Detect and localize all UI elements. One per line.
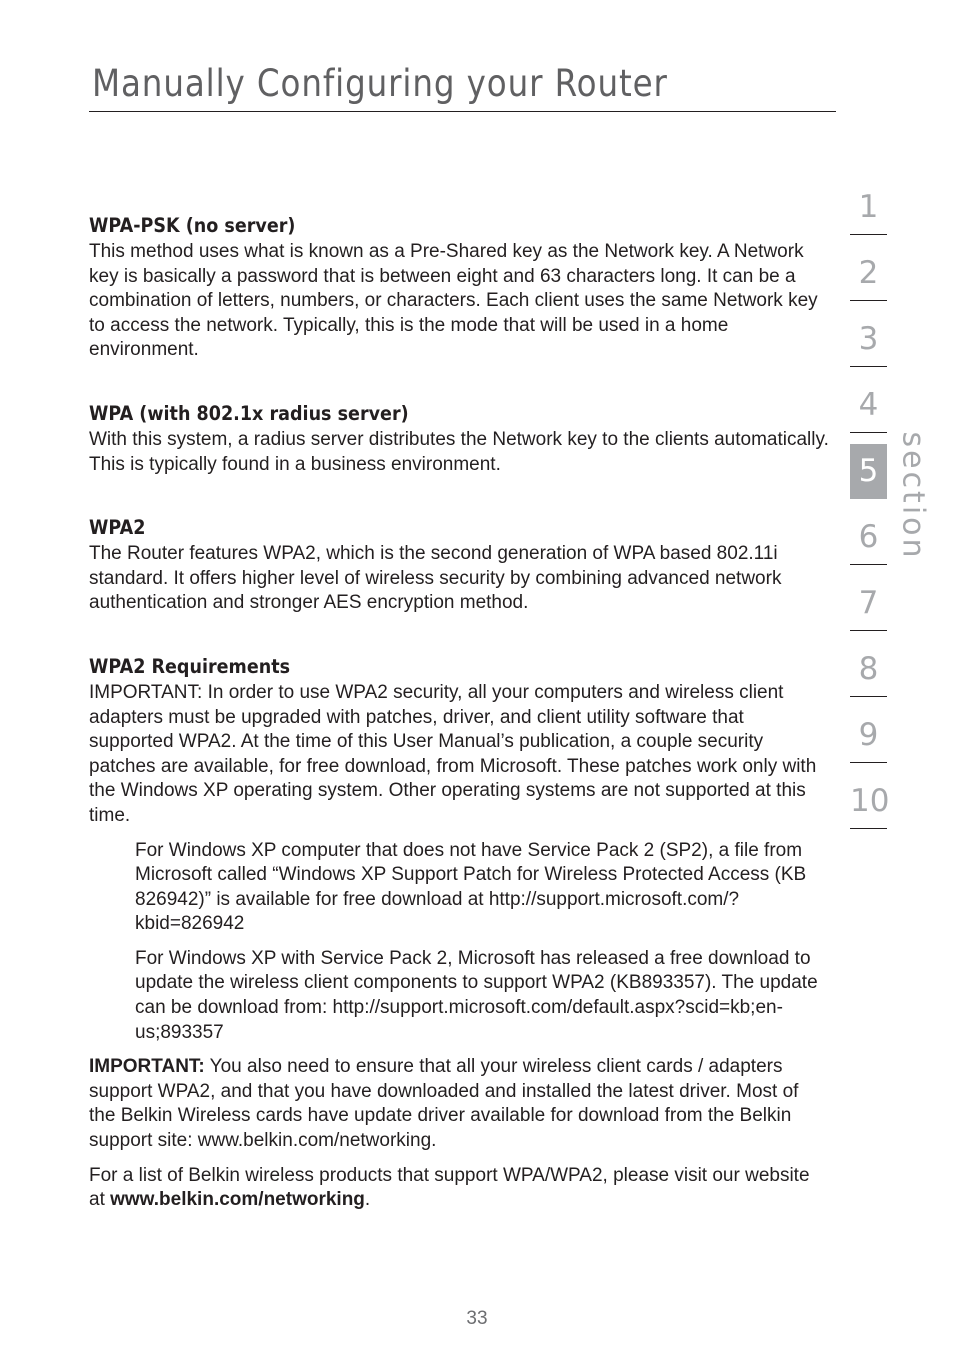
product-list-end: . [364,1189,371,1211]
section-body: With this system, a radius server distributes the Network key to the clients automatically. This is typically found in a business environment. [89,428,829,475]
section-tab-9[interactable]: 9 [850,708,887,763]
section-label [873,431,953,561]
main-content [89,212,829,1213]
section-body: IMPORTANT: In order to use WPA2 security, all your computers and wireless client adapters must be upgraded with patches, driver, and client utility software that supported WPA2. At the time of this User Manual’s publication, a couple security patches are available, for free download, from Microsoft. These patches work only with the Windows XP operating system. Other operating systems are not supported at this time. [89,681,817,826]
section-heading: WPA-PSK (no server) [89,214,296,237]
section-tab-10[interactable]: 10 [850,774,887,829]
section-body: This method uses what is known as a Pre-Shared key as the Network key. A Network key is basically a password that is between eight and 63 characters long. It can be a combination of letters, numbers, or characters. Each client uses the same Network key to access the network. Typically, this is the mode that will be used in a home environment. [89,241,818,361]
page-number: 33 [466,1308,488,1329]
section-tab-6[interactable]: 6 [850,510,887,565]
section-wpa2 [89,514,829,616]
section-wpa-psk [89,212,829,363]
header-rule [89,111,836,112]
section-tab-5[interactable]: 5 [850,444,887,499]
section-heading: WPA (with 802.1x radius server) [89,401,409,425]
section-wpa-radius [89,400,829,477]
section-body: The Router features WPA2, which is the second generation of WPA based 802.11i standard. It offers higher level of wireless security by combining advanced network authentication and stronger AES encryption method. [89,543,782,614]
important-note [89,1055,829,1153]
section-tab-2[interactable]: 2 [850,246,887,301]
section-label-text: section [895,431,931,561]
section-tab-4[interactable]: 4 [850,378,887,433]
indented-note-sp2: For Windows XP with Service Pack 2, Microsoft has released a free download to update the wireless client components to support WPA2 (KB893357). The update can be download from: http://support.microsoft.com/default.aspx?scid=kb;en-us;893357 [135,947,818,1043]
product-list-note [89,1164,829,1213]
product-list-text: For a list of Belkin wireless products that support WPA/WPA2, please visit our website at [89,1164,810,1211]
belkin-link[interactable]: www.belkin.com/networking [110,1189,365,1211]
section-wpa2-requirements [89,653,829,1213]
important-text: You also need to ensure that all your wireless client cards / adapters support WPA2, and that you have downloaded and installed the latest driver. Most of the Belkin Wireless cards have update driver available for download from the Belkin support site: www.belkin.com/networking. [89,1056,799,1152]
section-heading: WPA2 Requirements [89,654,291,678]
section-tab-7[interactable]: 7 [850,576,887,631]
section-tab-8[interactable]: 8 [850,642,887,697]
indented-note-sp1: For Windows XP computer that does not have Service Pack 2 (SP2), a file from Microsoft called “Windows XP Support Patch for Wireless Protected Access (KB 826942)” is available for free download at http://support.microsoft.com/?kbid=826942 [135,839,807,935]
section-tab-3[interactable]: 3 [850,312,887,367]
section-tab-1[interactable]: 1 [850,180,887,235]
important-label: IMPORTANT: [89,1056,205,1078]
section-heading: WPA2 [89,516,146,540]
page-title: Manually Configuring your Router [92,62,668,105]
